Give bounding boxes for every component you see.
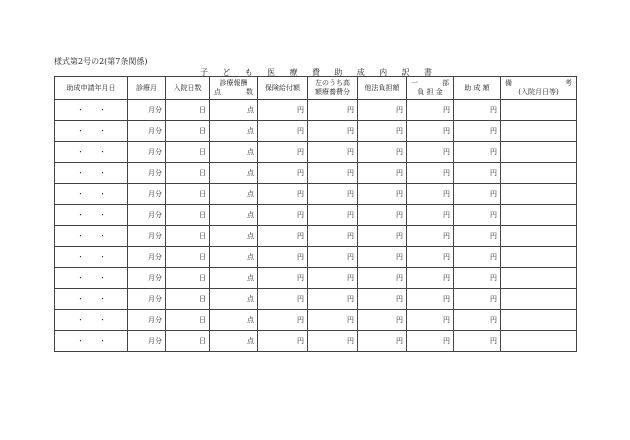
application-date-cell[interactable] — [55, 163, 128, 184]
remarks-cell[interactable] — [501, 205, 577, 226]
treatment-month-cell[interactable]: 月分 — [128, 226, 166, 247]
subsidy-cell[interactable]: 円 — [454, 100, 501, 121]
application-date-cell[interactable] — [55, 289, 128, 310]
insurance-benefit-cell[interactable]: 円 — [258, 163, 308, 184]
hospital-days-cell[interactable]: 日 — [166, 331, 210, 352]
date-separator: ・ — [99, 148, 106, 156]
remarks-cell[interactable] — [501, 289, 577, 310]
other-law-cell[interactable]: 円 — [358, 226, 407, 247]
remarks-cell[interactable] — [501, 247, 577, 268]
header-high-cost-line1: 左のうち高 — [315, 79, 350, 87]
treatment-month-cell[interactable]: 月分 — [128, 100, 166, 121]
date-separator: ・ — [77, 316, 84, 324]
application-date-cell[interactable] — [55, 226, 128, 247]
other-law-cell[interactable]: 円 — [358, 121, 407, 142]
title-char: 療 — [289, 68, 298, 77]
date-separator: ・ — [77, 232, 84, 240]
title-char: 内 — [379, 68, 388, 77]
header-remarks-line1 — [501, 79, 576, 88]
hospital-days-cell[interactable]: 日 — [166, 100, 210, 121]
fee-points-cell[interactable]: 点 — [210, 247, 258, 268]
header-copay-line1 — [407, 79, 453, 88]
high-cost-cell[interactable]: 円 — [308, 310, 358, 331]
subsidy-cell[interactable]: 円 — [454, 268, 501, 289]
copay-cell[interactable]: 円 — [407, 142, 454, 163]
header-fee-points-line1: 診療報酬 — [219, 79, 248, 87]
header-copay — [407, 77, 454, 100]
high-cost-cell[interactable]: 円 — [308, 247, 358, 268]
subsidy-cell[interactable]: 円 — [454, 142, 501, 163]
copay-cell[interactable]: 円 — [407, 226, 454, 247]
copay-cell[interactable]: 円 — [407, 205, 454, 226]
table-row — [55, 247, 577, 268]
other-law-cell[interactable]: 円 — [358, 331, 407, 352]
subsidy-cell[interactable]: 円 — [454, 226, 501, 247]
insurance-benefit-cell[interactable]: 円 — [258, 226, 308, 247]
date-separator: ・ — [77, 148, 84, 156]
high-cost-cell[interactable]: 円 — [308, 289, 358, 310]
remarks-cell[interactable] — [501, 331, 577, 352]
copay-cell[interactable]: 円 — [407, 100, 454, 121]
treatment-month-cell[interactable]: 月分 — [128, 142, 166, 163]
title-char: 助 — [334, 68, 343, 77]
title-char: 成 — [356, 68, 365, 77]
date-separator: ・ — [99, 295, 106, 303]
table-row — [55, 100, 577, 121]
application-date-cell[interactable] — [55, 268, 128, 289]
hospital-days-cell[interactable]: 日 — [166, 163, 210, 184]
title-char: 医 — [267, 68, 276, 77]
header-insurance-benefit: 保険給付額 — [258, 77, 308, 100]
other-law-cell[interactable]: 円 — [358, 205, 407, 226]
fee-points-cell[interactable]: 点 — [210, 331, 258, 352]
header-fee-points-char: 点 — [214, 88, 221, 96]
application-date-cell[interactable] — [55, 205, 128, 226]
fee-points-cell[interactable]: 点 — [210, 142, 258, 163]
copay-cell[interactable]: 円 — [407, 268, 454, 289]
date-separator: ・ — [99, 211, 106, 219]
insurance-benefit-cell[interactable]: 円 — [258, 310, 308, 331]
treatment-month-cell[interactable]: 月分 — [128, 205, 166, 226]
fee-points-cell[interactable]: 点 — [210, 310, 258, 331]
table-row — [55, 121, 577, 142]
breakdown-table — [54, 76, 577, 352]
date-separator: ・ — [77, 295, 84, 303]
insurance-benefit-cell[interactable]: 円 — [258, 268, 308, 289]
date-separator: ・ — [77, 127, 84, 135]
hospital-days-cell[interactable]: 日 — [166, 121, 210, 142]
high-cost-cell[interactable]: 円 — [308, 226, 358, 247]
remarks-cell[interactable] — [501, 142, 577, 163]
application-date-cell[interactable] — [55, 121, 128, 142]
copay-cell[interactable]: 円 — [407, 247, 454, 268]
high-cost-cell[interactable]: 円 — [308, 205, 358, 226]
date-separator: ・ — [77, 337, 84, 345]
other-law-cell[interactable]: 円 — [358, 247, 407, 268]
fee-points-cell[interactable]: 点 — [210, 100, 258, 121]
hospital-days-cell[interactable]: 日 — [166, 310, 210, 331]
hospital-days-cell[interactable]: 日 — [166, 184, 210, 205]
hospital-days-cell[interactable]: 日 — [166, 289, 210, 310]
copay-cell[interactable]: 円 — [407, 310, 454, 331]
fee-points-cell[interactable]: 点 — [210, 184, 258, 205]
other-law-cell[interactable]: 円 — [358, 100, 407, 121]
other-law-cell[interactable]: 円 — [358, 142, 407, 163]
header-application-date: 助成申請年月日 — [55, 77, 128, 100]
treatment-month-cell[interactable]: 月分 — [128, 331, 166, 352]
title-char: 費 — [311, 68, 320, 77]
date-separator: ・ — [99, 337, 106, 345]
title-char: 子 — [200, 68, 208, 77]
treatment-month-cell[interactable]: 月分 — [128, 163, 166, 184]
fee-points-cell[interactable]: 点 — [210, 226, 258, 247]
subsidy-cell[interactable]: 円 — [454, 184, 501, 205]
fee-points-cell[interactable]: 点 — [210, 205, 258, 226]
treatment-month-cell[interactable]: 月分 — [128, 310, 166, 331]
table-row — [55, 289, 577, 310]
insurance-benefit-cell[interactable]: 円 — [258, 142, 308, 163]
table-row — [55, 268, 577, 289]
hospital-days-cell[interactable]: 日 — [166, 268, 210, 289]
hospital-days-cell[interactable]: 日 — [166, 205, 210, 226]
hospital-days-cell[interactable]: 日 — [166, 247, 210, 268]
title-char: ど — [222, 68, 231, 77]
insurance-benefit-cell[interactable]: 円 — [258, 184, 308, 205]
header-remarks — [501, 77, 577, 100]
table-row — [55, 205, 577, 226]
header-row — [55, 77, 577, 100]
header-hospital-days: 入院日数 — [166, 77, 210, 100]
date-separator: ・ — [77, 169, 84, 177]
remarks-cell[interactable] — [501, 184, 577, 205]
treatment-month-cell[interactable]: 月分 — [128, 268, 166, 289]
date-separator: ・ — [77, 274, 84, 282]
date-separator: ・ — [99, 253, 106, 261]
date-separator: ・ — [77, 106, 84, 114]
subsidy-cell[interactable]: 円 — [454, 247, 501, 268]
subsidy-cell[interactable]: 円 — [454, 331, 501, 352]
treatment-month-cell[interactable]: 月分 — [128, 289, 166, 310]
date-separator: ・ — [99, 316, 106, 324]
copay-cell[interactable]: 円 — [407, 184, 454, 205]
insurance-benefit-cell[interactable]: 円 — [258, 121, 308, 142]
table-row — [55, 331, 577, 352]
copay-cell[interactable]: 円 — [407, 163, 454, 184]
header-high-cost-line2: 額療養費分 — [315, 88, 350, 96]
subsidy-cell[interactable]: 円 — [454, 205, 501, 226]
high-cost-cell[interactable]: 円 — [308, 100, 358, 121]
other-law-cell[interactable]: 円 — [358, 184, 407, 205]
date-separator: ・ — [99, 127, 106, 135]
header-fee-points — [210, 77, 258, 100]
remarks-cell[interactable] — [501, 121, 577, 142]
header-copay-char: 一 — [411, 79, 418, 87]
other-law-cell[interactable]: 円 — [358, 163, 407, 184]
header-treatment-month: 診療月 — [128, 77, 166, 100]
high-cost-cell[interactable]: 円 — [308, 268, 358, 289]
insurance-benefit-cell[interactable]: 円 — [258, 100, 308, 121]
high-cost-cell[interactable]: 円 — [308, 142, 358, 163]
title-char: も — [244, 68, 253, 77]
subsidy-cell[interactable]: 円 — [454, 121, 501, 142]
header-remarks-char: 備 — [505, 79, 512, 87]
application-date-cell[interactable] — [55, 142, 128, 163]
high-cost-cell[interactable]: 円 — [308, 331, 358, 352]
application-date-cell[interactable] — [55, 331, 128, 352]
date-separator: ・ — [77, 253, 84, 261]
insurance-benefit-cell[interactable]: 円 — [258, 289, 308, 310]
remarks-cell[interactable] — [501, 226, 577, 247]
subsidy-cell[interactable]: 円 — [454, 289, 501, 310]
hospital-days-cell[interactable]: 日 — [166, 226, 210, 247]
date-separator: ・ — [99, 169, 106, 177]
application-date-cell[interactable] — [55, 310, 128, 331]
remarks-cell[interactable] — [501, 310, 577, 331]
fee-points-cell[interactable]: 点 — [210, 121, 258, 142]
date-separator: ・ — [99, 232, 106, 240]
table-row — [55, 226, 577, 247]
header-subsidy: 助 成 額 — [454, 77, 501, 100]
header-other-law: 他法負担額 — [358, 77, 407, 100]
treatment-month-cell[interactable]: 月分 — [128, 184, 166, 205]
other-law-cell[interactable]: 円 — [358, 310, 407, 331]
remarks-cell[interactable] — [501, 268, 577, 289]
table-row — [55, 310, 577, 331]
application-date-cell[interactable] — [55, 184, 128, 205]
fee-points-cell[interactable]: 点 — [210, 289, 258, 310]
fee-points-cell[interactable]: 点 — [210, 268, 258, 289]
header-fee-points-char: 数 — [246, 88, 253, 96]
copay-cell[interactable]: 円 — [407, 121, 454, 142]
high-cost-cell[interactable]: 円 — [308, 163, 358, 184]
remarks-cell[interactable] — [501, 163, 577, 184]
header-copay-line2: 負 担 金 — [417, 88, 443, 96]
application-date-cell[interactable] — [55, 247, 128, 268]
title-char: 書 — [423, 68, 432, 77]
header-copay-char: 部 — [442, 79, 449, 87]
high-cost-cell[interactable]: 円 — [308, 184, 358, 205]
date-separator: ・ — [77, 190, 84, 198]
table-row — [55, 184, 577, 205]
header-high-cost — [308, 77, 358, 100]
hospital-days-cell[interactable]: 日 — [166, 142, 210, 163]
fee-points-cell[interactable]: 点 — [210, 163, 258, 184]
date-separator: ・ — [99, 190, 106, 198]
copay-cell[interactable]: 円 — [407, 331, 454, 352]
copay-cell[interactable]: 円 — [407, 289, 454, 310]
treatment-month-cell[interactable]: 月分 — [128, 247, 166, 268]
table-row — [55, 163, 577, 184]
remarks-cell[interactable] — [501, 100, 577, 121]
header-remarks-char: 考 — [565, 79, 572, 87]
subsidy-cell[interactable]: 円 — [454, 310, 501, 331]
insurance-benefit-cell[interactable]: 円 — [258, 247, 308, 268]
application-date-cell[interactable] — [55, 100, 128, 121]
insurance-benefit-cell[interactable]: 円 — [258, 205, 308, 226]
date-separator: ・ — [77, 211, 84, 219]
date-separator: ・ — [99, 106, 106, 114]
form-number-label: 様式第2号の2(第7条関係) — [54, 57, 148, 66]
high-cost-cell[interactable]: 円 — [308, 121, 358, 142]
subsidy-cell[interactable]: 円 — [454, 163, 501, 184]
table-row — [55, 142, 577, 163]
header-remarks-line2: (入院月日等) — [518, 88, 559, 96]
insurance-benefit-cell[interactable]: 円 — [258, 331, 308, 352]
header-fee-points-line2 — [210, 88, 257, 97]
other-law-cell[interactable]: 円 — [358, 289, 407, 310]
treatment-month-cell[interactable]: 月分 — [128, 121, 166, 142]
other-law-cell[interactable]: 円 — [358, 268, 407, 289]
title-char: 訳 — [401, 68, 410, 77]
date-separator: ・ — [99, 274, 106, 282]
